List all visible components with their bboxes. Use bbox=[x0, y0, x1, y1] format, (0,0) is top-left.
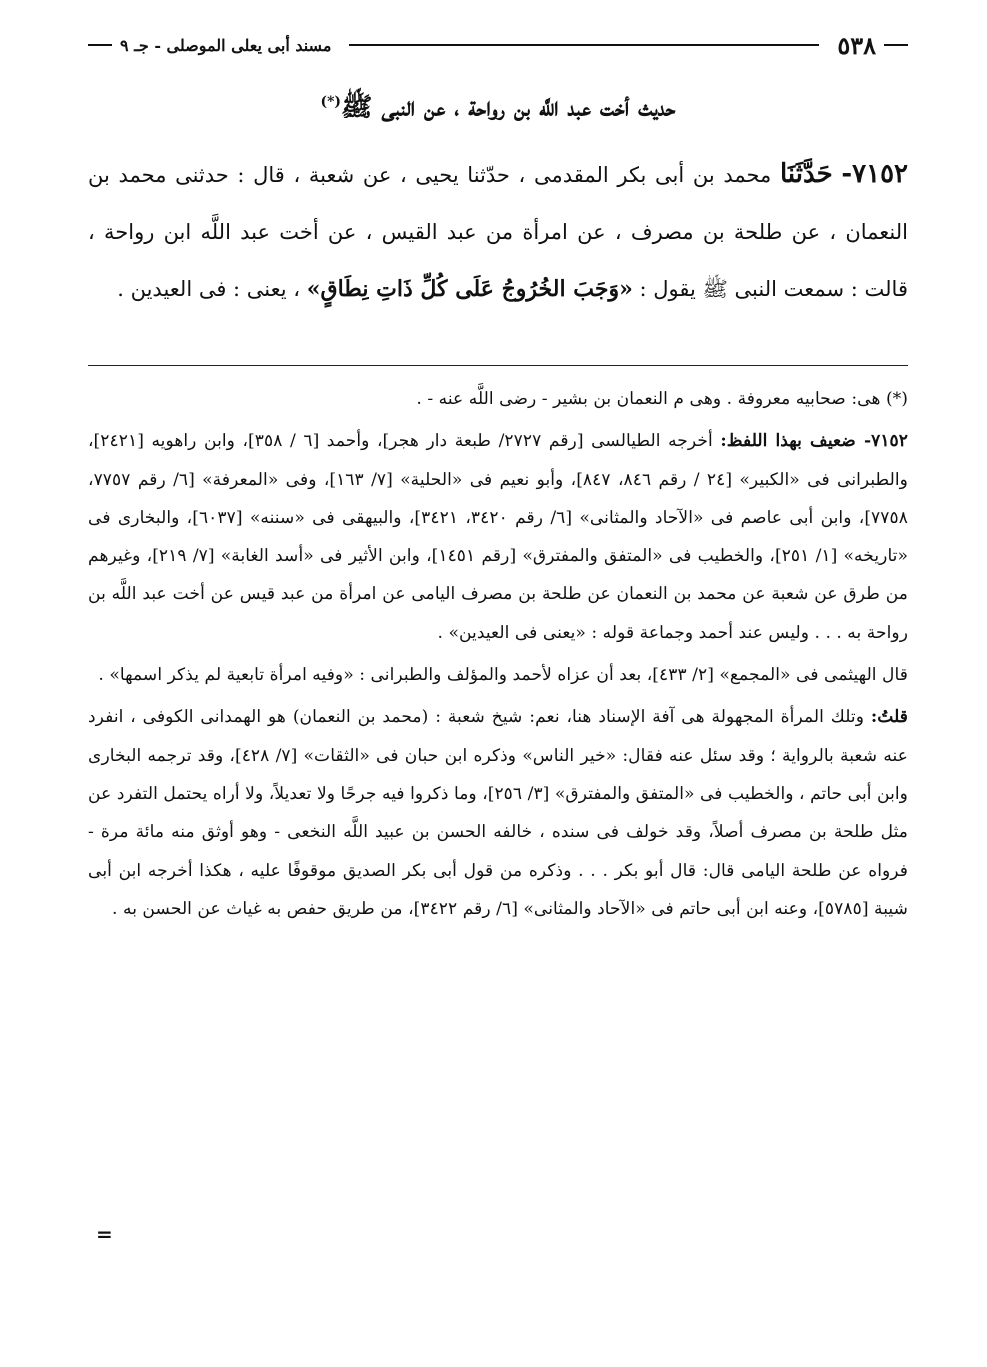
page-number: ٥٣٨ bbox=[837, 30, 876, 60]
section-title-footnote-marker: (*) bbox=[320, 94, 342, 110]
hadith-isnad: محمد بن أبى بكر المقدمى ، حدّثنا يحيى ، عن شعبة ، قال : حدثنى محمد بن النعمان ، عن طلحة بن مصرف ، عن امرأة من عبد القيس ، عن أخت عبد اللَّه ابن رواحة ، قالت : سمعت النبى ﷺ يقول : bbox=[88, 163, 908, 301]
footnotes bbox=[88, 380, 908, 932]
section-title-text: حديث أخت عبد اللَّه بن رواحة ، عن النبى ﷺ bbox=[341, 92, 676, 123]
header-rule bbox=[349, 44, 819, 46]
hadith-matn: «وَجَبَ الخُرُوجُ عَلَى كُلِّ ذَاتِ نِطَاقٍ» bbox=[306, 276, 633, 302]
hadith-ending: ، يعنى : فى العيدين . bbox=[117, 277, 301, 301]
running-header bbox=[88, 28, 908, 62]
footnote-takhrij bbox=[88, 422, 908, 652]
hadith-opening: حَدَّثَنَا bbox=[779, 159, 833, 189]
footnote-star: (*) هى: صحابيه معروفة . وهى م النعمان بن بشير - رضى اللَّه عنه - . bbox=[416, 389, 908, 409]
continuation-mark: = bbox=[96, 1222, 113, 1246]
qult-lead: قلتُ: bbox=[870, 707, 908, 728]
book-title: مسند أبى يعلى الموصلى - جـ ٩ bbox=[120, 35, 332, 55]
hadith-text bbox=[88, 146, 908, 318]
qult-text: وتلك المرأة المجهولة هى آفة الإسناد هنا، نعم: شيخ شعبة : (محمد بن النعمان) هو الهمدانى الكوفى ، انفرد عنه شعبة بالرواية ؛ وقد سئل عنه فقال: «خير الناس» وذكره ابن حبان فى «الثقات» [٧/ ٤٢٨]، وقد ترجمه البخارى وابن أبى حاتم ، والخطيب فى «المتفق والمفترق» [٣/ ٢٥٦]، وما ذكروا فيه جرحًا ولا تعديلاً، ولا أراه يحتمل التفرد عن مثل طلحة بن مصرف أصلاً، وقد خولف فى سنده ، خالفه الحسن بن عبيد اللَّه النخعى - وهو أوثق منه مائة مرة - فرواه عن طلحة اليامى قال: قال أبو بكر . . . وذكره من قول أبى بكر الصديق موقوفًا عليه ، هكذا أخرجه ابن أبى شيبة [٥٧٨٥]، وعنه ابن أبى حاتم فى «الآحاد والمثانى» [٦/ رقم ٣٤٢٢]، من طريق حفص به غياث عن الحسن به . bbox=[88, 707, 908, 919]
footnote-separator bbox=[88, 365, 908, 366]
footnote-qult bbox=[88, 698, 908, 928]
section-title bbox=[88, 82, 908, 128]
takhrij-lead: ٧١٥٢- ضعيف بهذا اللفظ: bbox=[720, 431, 909, 452]
footnote-haythami: قال الهيثمى فى «المجمع» [٢/ ٤٣٣]، بعد أن عزاه لأحمد والمؤلف والطبرانى : «وفيه امرأة تابعية لم يذكر اسمها» . bbox=[98, 665, 908, 686]
takhrij-text: أخرجه الطيالسى [رقم ٢٧٢٧/ طبعة دار هجر]، وأحمد [٦ / ٣٥٨]، وابن راهويه [٢٤٢١]، والطبرانى فى «الكبير» [٢٤ / رقم ٨٤٦، ٨٤٧]، وأبو نعيم فى «الحلية» [٧/ ١٦٣]، وفى «المعرفة» [٦/ رقم ٧٧٥٧، ٧٧٥٨]، وابن أبى عاصم فى «الآحاد والمثانى» [٦/ رقم ٣٤٢٠، ٣٤٢١]، والبيهقى فى «سننه» [٦٠٣٧]، والبخارى فى «تاريخه» [١/ ٢٥١]، والخطيب فى «المتفق والمفترق» [رقم ١٤٥١]، وابن الأثير فى «أسد الغابة» [٧/ ٢١٩]، وغيرهم من طرق عن شعبة عن محمد بن النعمان عن طلحة بن مصرف اليامى عن امرأة من عبد قيس عن أخت عبد اللَّه بن رواحة به . . . وليس عند أحمد وجماعة قوله : «يعنى فى العيدين» . bbox=[88, 431, 908, 643]
hadith-number: ٧١٥٢- bbox=[841, 159, 909, 189]
header-dash-right bbox=[884, 44, 908, 46]
header-dash-left bbox=[88, 44, 112, 46]
